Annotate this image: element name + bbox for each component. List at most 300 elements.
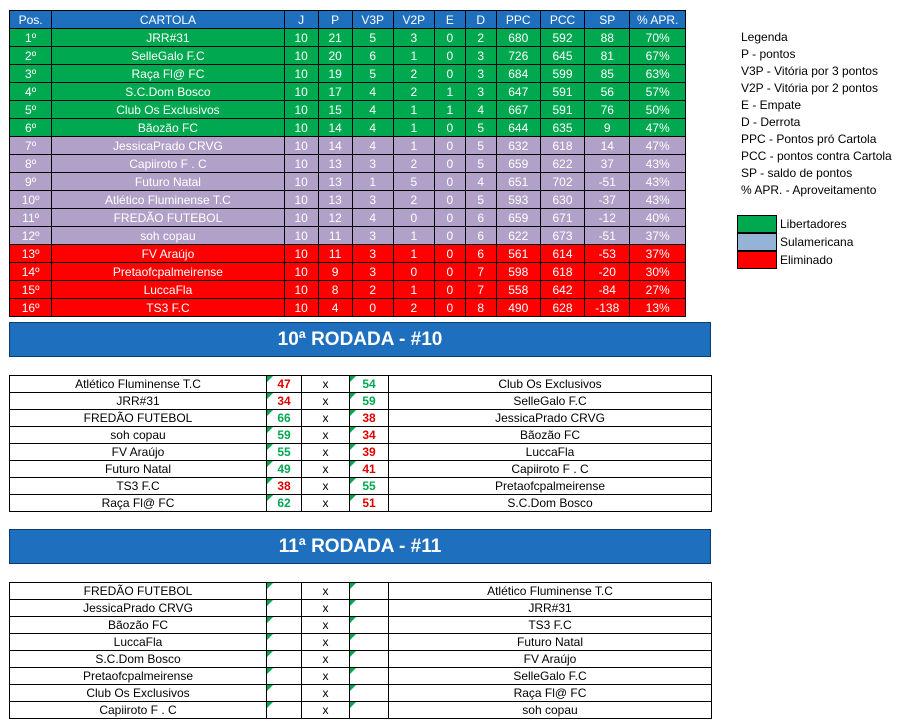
away-score (350, 583, 389, 600)
cell-j: 10 (284, 209, 318, 227)
legend-item: D - Derrota (741, 115, 801, 129)
standings-row (10, 191, 686, 209)
legend-item: E - Empate (741, 98, 802, 112)
cell-ppc: 667 (496, 101, 540, 119)
cell-v3p: 3 (352, 155, 393, 173)
versus: x (302, 478, 350, 495)
versus: x (302, 685, 350, 702)
round-11-body (10, 583, 712, 719)
cell-pcc: 671 (540, 209, 584, 227)
cell-v3p: 3 (352, 191, 393, 209)
home-score (267, 600, 302, 617)
cell-d: 6 (465, 245, 496, 263)
match-row (10, 427, 712, 444)
cell-cartola: soh copau (52, 227, 285, 245)
cell-apr: 37% (630, 227, 686, 245)
cell-v2p: 1 (393, 47, 434, 65)
cell-e: 0 (434, 245, 465, 263)
cell-j: 10 (284, 191, 318, 209)
cell-p: 14 (318, 119, 352, 137)
cell-v2p: 0 (393, 209, 434, 227)
cell-v2p: 1 (393, 101, 434, 119)
standings-row (10, 263, 686, 281)
away-team: Capiiroto F . C (389, 461, 712, 478)
match-row (10, 634, 712, 651)
away-score (350, 651, 389, 668)
cell-v2p: 3 (393, 29, 434, 47)
cell-j: 10 (284, 119, 318, 137)
cell-sp: 88 (585, 29, 630, 47)
cell-v3p: 4 (352, 83, 393, 101)
home-team: LuccaFla (10, 634, 267, 651)
cell-j: 10 (284, 281, 318, 299)
cell-v3p: 5 (352, 29, 393, 47)
match-row (10, 685, 712, 702)
header-sp: SP (585, 11, 630, 29)
match-row (10, 668, 712, 685)
zone-label: Libertadores (780, 217, 847, 231)
cell-pos: 16º (10, 299, 52, 317)
cell-ppc: 726 (496, 47, 540, 65)
cell-p: 4 (318, 299, 352, 317)
cell-apr: 43% (630, 191, 686, 209)
cell-p: 9 (318, 263, 352, 281)
cell-d: 3 (465, 65, 496, 83)
cell-d: 6 (465, 227, 496, 245)
cell-pcc: 673 (540, 227, 584, 245)
away-team: Atlético Fluminense T.C (389, 583, 712, 600)
cell-sp: -12 (585, 209, 630, 227)
cell-sp: 76 (585, 101, 630, 119)
cell-apr: 43% (630, 173, 686, 191)
cell-p: 12 (318, 209, 352, 227)
round-11-header: 11ª RODADA - #11 (9, 529, 711, 564)
away-team: Pretaofcpalmeirense (389, 478, 712, 495)
cell-apr: 37% (630, 245, 686, 263)
legend-item: SP - saldo de pontos (741, 166, 853, 180)
cell-pos: 5º (10, 101, 52, 119)
cell-pos: 7º (10, 137, 52, 155)
away-team: LuccaFla (389, 444, 712, 461)
cell-p: 11 (318, 245, 352, 263)
cell-e: 0 (434, 191, 465, 209)
zone-legend (737, 215, 915, 269)
cell-e: 0 (434, 173, 465, 191)
cell-sp: -51 (585, 227, 630, 245)
away-team: Futuro Natal (389, 634, 712, 651)
cell-pos: 6º (10, 119, 52, 137)
cell-p: 21 (318, 29, 352, 47)
home-team: Capiiroto F . C (10, 702, 267, 719)
zone-swatch (737, 251, 777, 269)
cell-apr: 57% (630, 83, 686, 101)
cell-v2p: 1 (393, 245, 434, 263)
standings-table (9, 10, 686, 317)
cell-v2p: 2 (393, 65, 434, 83)
round-10-header: 10ª RODADA - #10 (9, 322, 711, 357)
standings-row (10, 101, 686, 119)
cell-d: 5 (465, 119, 496, 137)
home-score: 59 (267, 427, 302, 444)
away-team: FV Araújo (389, 651, 712, 668)
cell-ppc: 644 (496, 119, 540, 137)
away-team: JRR#31 (389, 600, 712, 617)
zone-sulamericana (737, 233, 915, 251)
away-team: S.C.Dom Bosco (389, 495, 712, 512)
cell-cartola: Bãozão FC (52, 119, 285, 137)
cell-j: 10 (284, 245, 318, 263)
cell-v2p: 1 (393, 137, 434, 155)
away-team: JessicaPrado CRVG (389, 410, 712, 427)
cell-pcc: 592 (540, 29, 584, 47)
header-apr: % APR. (630, 11, 686, 29)
cell-pos: 12º (10, 227, 52, 245)
cell-v3p: 4 (352, 119, 393, 137)
cell-apr: 47% (630, 137, 686, 155)
zone-eliminado (737, 251, 915, 269)
cell-ppc: 561 (496, 245, 540, 263)
standings-row (10, 119, 686, 137)
cell-pos: 8º (10, 155, 52, 173)
away-score: 54 (350, 376, 389, 393)
header-cartola: CARTOLA (52, 11, 285, 29)
header-d: D (465, 11, 496, 29)
cell-j: 10 (284, 47, 318, 65)
cell-pcc: 622 (540, 155, 584, 173)
home-team: FREDÃO FUTEBOL (10, 583, 267, 600)
away-score (350, 634, 389, 651)
versus: x (302, 651, 350, 668)
cell-ppc: 593 (496, 191, 540, 209)
versus: x (302, 427, 350, 444)
zone-swatch (737, 233, 777, 251)
cell-e: 0 (434, 227, 465, 245)
away-team: TS3 F.C (389, 617, 712, 634)
header-ppc: PPC (496, 11, 540, 29)
cell-cartola: FV Araújo (52, 245, 285, 263)
cell-sp: 85 (585, 65, 630, 83)
cell-d: 5 (465, 137, 496, 155)
away-score: 55 (350, 478, 389, 495)
standings-row (10, 29, 686, 47)
cell-ppc: 680 (496, 29, 540, 47)
cell-v3p: 1 (352, 173, 393, 191)
cell-v3p: 4 (352, 209, 393, 227)
cell-v3p: 0 (352, 299, 393, 317)
cell-sp: -84 (585, 281, 630, 299)
cell-ppc: 632 (496, 137, 540, 155)
cell-v2p: 1 (393, 281, 434, 299)
cell-cartola: JessicaPrado CRVG (52, 137, 285, 155)
versus: x (302, 583, 350, 600)
cell-e: 0 (434, 29, 465, 47)
cell-ppc: 558 (496, 281, 540, 299)
cell-e: 0 (434, 119, 465, 137)
cell-p: 13 (318, 173, 352, 191)
cell-v2p: 0 (393, 263, 434, 281)
cell-apr: 30% (630, 263, 686, 281)
cell-ppc: 651 (496, 173, 540, 191)
cell-j: 10 (284, 101, 318, 119)
cell-p: 11 (318, 227, 352, 245)
cell-pcc: 628 (540, 299, 584, 317)
cell-ppc: 490 (496, 299, 540, 317)
home-score (267, 583, 302, 600)
cell-d: 5 (465, 191, 496, 209)
away-score (350, 685, 389, 702)
match-row (10, 410, 712, 427)
home-team: Bãozão FC (10, 617, 267, 634)
match-row (10, 478, 712, 495)
cell-pos: 9º (10, 173, 52, 191)
cell-d: 6 (465, 209, 496, 227)
cell-v3p: 4 (352, 137, 393, 155)
cell-pos: 3º (10, 65, 52, 83)
round-10-body (10, 376, 712, 512)
home-score (267, 685, 302, 702)
away-score (350, 668, 389, 685)
standings-row (10, 299, 686, 317)
cell-pcc: 614 (540, 245, 584, 263)
zone-label: Eliminado (780, 253, 833, 267)
versus: x (302, 668, 350, 685)
away-score (350, 702, 389, 719)
cell-apr: 27% (630, 281, 686, 299)
cell-apr: 70% (630, 29, 686, 47)
cell-ppc: 659 (496, 209, 540, 227)
versus: x (302, 410, 350, 427)
versus: x (302, 444, 350, 461)
cell-v2p: 2 (393, 155, 434, 173)
cell-e: 0 (434, 65, 465, 83)
cell-e: 0 (434, 155, 465, 173)
cell-sp: 81 (585, 47, 630, 65)
cell-d: 3 (465, 83, 496, 101)
cell-ppc: 659 (496, 155, 540, 173)
home-score (267, 702, 302, 719)
cell-d: 4 (465, 101, 496, 119)
cell-p: 8 (318, 281, 352, 299)
header-v2p: V2P (393, 11, 434, 29)
header-e: E (434, 11, 465, 29)
cell-cartola: Club Os Exclusivos (52, 101, 285, 119)
cell-sp: -51 (585, 173, 630, 191)
cell-cartola: Futuro Natal (52, 173, 285, 191)
cell-cartola: TS3 F.C (52, 299, 285, 317)
cell-apr: 40% (630, 209, 686, 227)
away-score (350, 600, 389, 617)
away-team: Club Os Exclusivos (389, 376, 712, 393)
home-team: Pretaofcpalmeirense (10, 668, 267, 685)
home-score (267, 617, 302, 634)
cell-pos: 15º (10, 281, 52, 299)
cell-j: 10 (284, 173, 318, 191)
legend-item: P - pontos (741, 47, 796, 61)
cell-p: 13 (318, 191, 352, 209)
standings-header-row (10, 11, 686, 29)
cell-sp: -138 (585, 299, 630, 317)
away-team: Raça Fl@ FC (389, 685, 712, 702)
cell-d: 3 (465, 47, 496, 65)
standings-row (10, 65, 686, 83)
cell-cartola: FREDÃO FUTEBOL (52, 209, 285, 227)
match-row (10, 600, 712, 617)
match-row (10, 461, 712, 478)
legend-item: V2P - Vitória por 2 pontos (741, 81, 878, 95)
cell-e: 1 (434, 83, 465, 101)
cell-v2p: 2 (393, 299, 434, 317)
cell-ppc: 598 (496, 263, 540, 281)
cell-p: 15 (318, 101, 352, 119)
match-row (10, 617, 712, 634)
cell-apr: 67% (630, 47, 686, 65)
cell-cartola: Atlético Fluminense T.C (52, 191, 285, 209)
cell-j: 10 (284, 263, 318, 281)
zone-libertadores (737, 215, 915, 233)
away-score: 34 (350, 427, 389, 444)
cell-ppc: 684 (496, 65, 540, 83)
away-score (350, 617, 389, 634)
home-team: TS3 F.C (10, 478, 267, 495)
cell-pos: 10º (10, 191, 52, 209)
home-score (267, 668, 302, 685)
versus: x (302, 702, 350, 719)
cell-e: 1 (434, 101, 465, 119)
versus: x (302, 461, 350, 478)
cell-v3p: 2 (352, 281, 393, 299)
cell-d: 2 (465, 29, 496, 47)
cell-j: 10 (284, 227, 318, 245)
match-row (10, 651, 712, 668)
legend-item: PPC - Pontos pró Cartola (741, 132, 877, 146)
cell-sp: 37 (585, 155, 630, 173)
home-score: 55 (267, 444, 302, 461)
cell-pos: 14º (10, 263, 52, 281)
cell-pcc: 645 (540, 47, 584, 65)
standings-row (10, 227, 686, 245)
cell-j: 10 (284, 65, 318, 83)
match-row (10, 376, 712, 393)
header-pos: Pos. (10, 11, 52, 29)
cell-pcc: 702 (540, 173, 584, 191)
cell-e: 0 (434, 47, 465, 65)
home-team: S.C.Dom Bosco (10, 651, 267, 668)
home-team: Raça Fl@ FC (10, 495, 267, 512)
away-score: 38 (350, 410, 389, 427)
home-team: JessicaPrado CRVG (10, 600, 267, 617)
cell-pcc: 591 (540, 101, 584, 119)
cell-p: 13 (318, 155, 352, 173)
cell-d: 4 (465, 173, 496, 191)
cell-apr: 50% (630, 101, 686, 119)
away-team: SelleGalo F.C (389, 668, 712, 685)
match-row (10, 495, 712, 512)
versus: x (302, 617, 350, 634)
home-team: Futuro Natal (10, 461, 267, 478)
cell-cartola: Pretaofcpalmeirense (52, 263, 285, 281)
cell-sp: -20 (585, 263, 630, 281)
cell-pcc: 635 (540, 119, 584, 137)
legend-item: PCC - pontos contra Cartola (741, 149, 892, 163)
cell-cartola: JRR#31 (52, 29, 285, 47)
standings-row (10, 245, 686, 263)
standings-body (10, 29, 686, 317)
cell-pos: 1º (10, 29, 52, 47)
cell-p: 14 (318, 137, 352, 155)
cell-sp: 56 (585, 83, 630, 101)
cell-p: 19 (318, 65, 352, 83)
home-team: soh copau (10, 427, 267, 444)
cell-pcc: 591 (540, 83, 584, 101)
home-team: Club Os Exclusivos (10, 685, 267, 702)
away-score: 51 (350, 495, 389, 512)
cell-pcc: 642 (540, 281, 584, 299)
cell-pos: 11º (10, 209, 52, 227)
standings-row (10, 83, 686, 101)
cell-ppc: 622 (496, 227, 540, 245)
cell-v3p: 5 (352, 65, 393, 83)
round-11-matches (9, 582, 712, 719)
cell-pos: 4º (10, 83, 52, 101)
home-score: 34 (267, 393, 302, 410)
cell-d: 5 (465, 155, 496, 173)
home-score (267, 634, 302, 651)
cell-j: 10 (284, 83, 318, 101)
cell-pcc: 599 (540, 65, 584, 83)
match-row (10, 702, 712, 719)
header-j: J (284, 11, 318, 29)
standings-row (10, 47, 686, 65)
cell-cartola: Raça Fl@ FC (52, 65, 285, 83)
versus: x (302, 376, 350, 393)
away-team: SelleGalo F.C (389, 393, 712, 410)
home-score: 49 (267, 461, 302, 478)
versus: x (302, 634, 350, 651)
cell-d: 8 (465, 299, 496, 317)
cell-d: 7 (465, 281, 496, 299)
cell-cartola: S.C.Dom Bosco (52, 83, 285, 101)
cell-cartola: Capiiroto F . C (52, 155, 285, 173)
legend-item: V3P - Vitória por 3 pontos (741, 64, 878, 78)
away-score: 41 (350, 461, 389, 478)
home-score: 38 (267, 478, 302, 495)
cell-j: 10 (284, 299, 318, 317)
cell-v3p: 3 (352, 263, 393, 281)
cell-apr: 63% (630, 65, 686, 83)
standings-row (10, 155, 686, 173)
header-pcc: PCC (540, 11, 584, 29)
home-score: 47 (267, 376, 302, 393)
cell-p: 20 (318, 47, 352, 65)
header-v3p: V3P (352, 11, 393, 29)
cell-pcc: 618 (540, 263, 584, 281)
cell-pcc: 618 (540, 137, 584, 155)
standings-row (10, 173, 686, 191)
standings-row (10, 281, 686, 299)
cell-sp: -53 (585, 245, 630, 263)
cell-j: 10 (284, 137, 318, 155)
home-team: JRR#31 (10, 393, 267, 410)
away-team: soh copau (389, 702, 712, 719)
standings-row (10, 209, 686, 227)
cell-sp: 14 (585, 137, 630, 155)
cell-e: 0 (434, 281, 465, 299)
cell-v2p: 1 (393, 119, 434, 137)
cell-e: 0 (434, 137, 465, 155)
home-team: FV Araújo (10, 444, 267, 461)
cell-sp: 9 (585, 119, 630, 137)
cell-v2p: 2 (393, 83, 434, 101)
